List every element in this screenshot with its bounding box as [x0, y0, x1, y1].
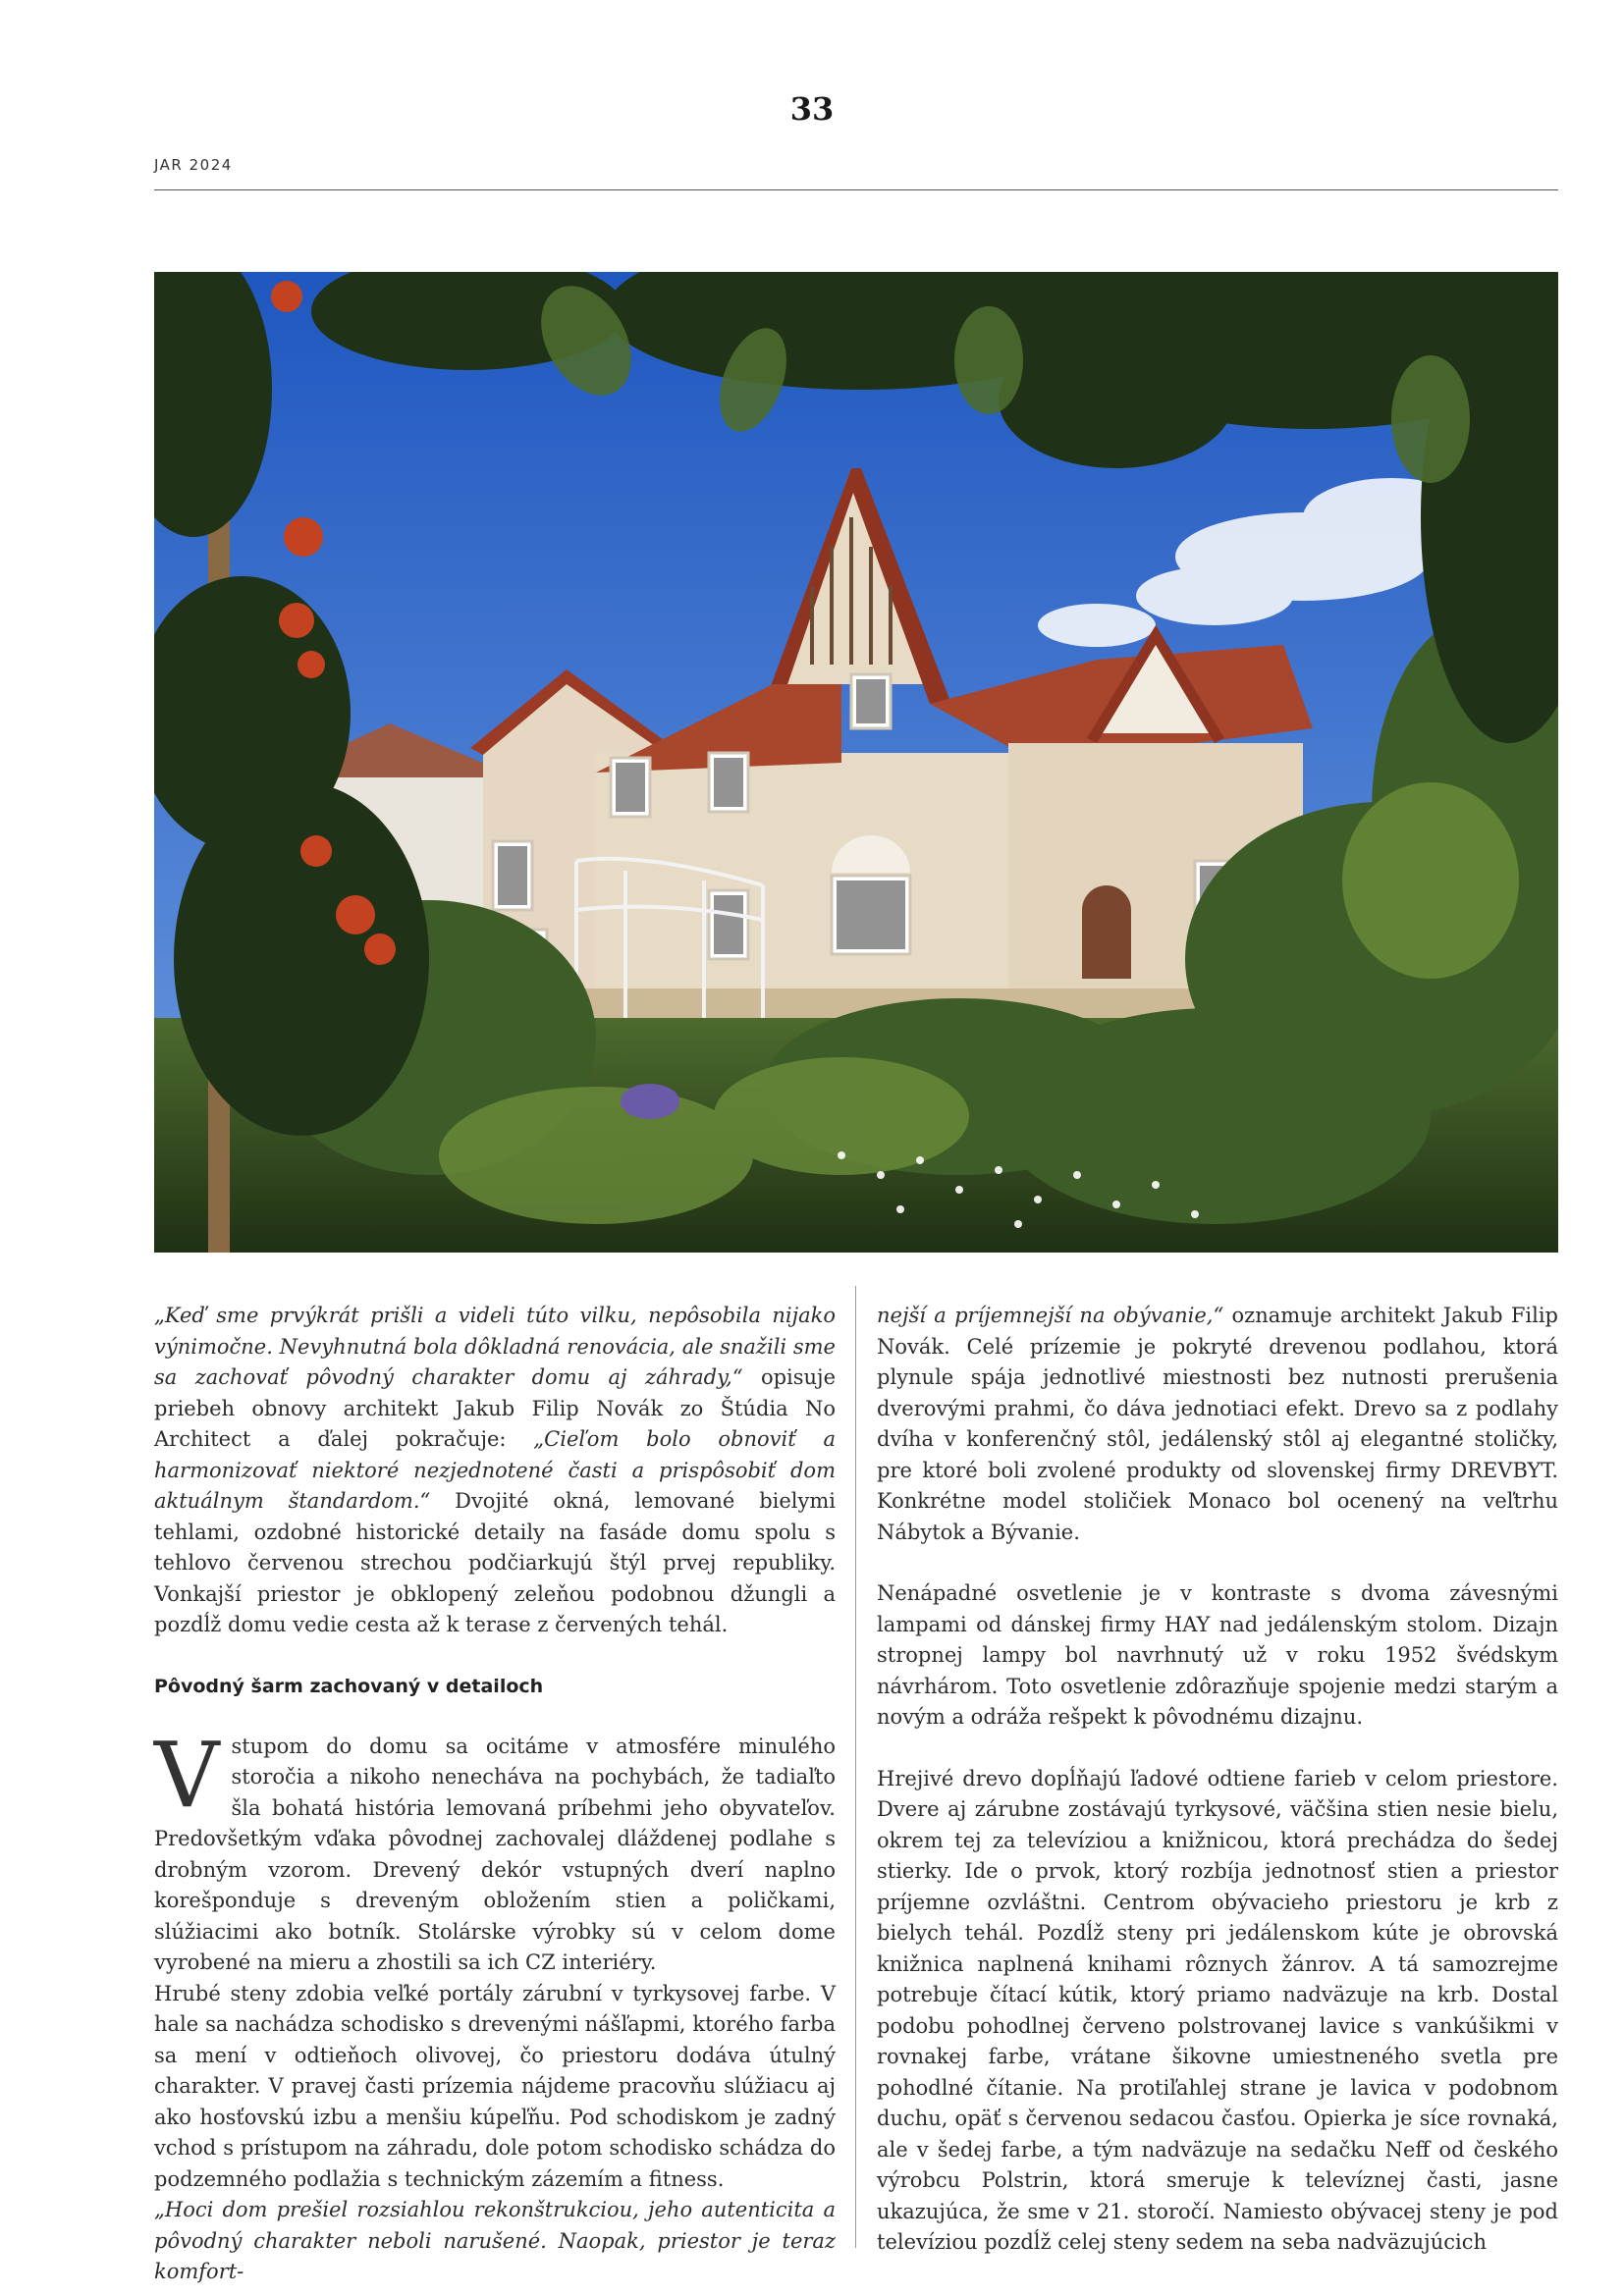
- entrance-text: stupom do domu sa ocitáme v atmosfére minulého storočia a nikoho nenecháva na pochybách, že tadiaľto šla bohatá história lemovaná príbehmi jeho obyvateľov. Predovšetkým vďaka pôvodnej zachovalej dláždenej podlahe s drobným vzorom. Drevený dekór vstupných dverí naplno korešponduje s dreveným obložením stien a poličkami, slúžiacimi ako botník. Stolárske výrobky sú v celom dome vyrobené na mieru a zhostili sa ich CZ interiéry.: [154, 1734, 836, 1974]
- floor-text: oznamuje architekt Jakub Filip Novák. Celé prízemie je pokryté drevenou podlahou, ktorá plynule spája jednotlivé miestnosti bez nutnosti prerušenia dverovými prahmi, čo dáva jednotiaci efekt. Drevo sa z podlahy dvíha v konferenčný stôl, jedálenský stôl aj elegantné stoličky, pre ktoré boli zvolené produkty od slovenskej firmy DREVBYT. Konkrétne model stoličiek Monaco bol ocenený na veľtrhu Nábytok a Bývanie.: [877, 1304, 1558, 1544]
- villa-garden-photo: [154, 272, 1558, 1253]
- header-divider: [154, 189, 1558, 190]
- entrance-paragraph: [154, 1722, 836, 1979]
- purple-flowers: [621, 1084, 679, 1119]
- quote-renovation: „Keď sme prvýkrát prišli a videli túto vilku, nepôsobila nijako výnimočne. Nevyhnutná bola dôkladná renovácia, ale snažili sme sa zachovať pôvodný charakter domu aj záhrady,“: [154, 1304, 836, 1389]
- hero-photo: [154, 272, 1558, 1253]
- floor-paragraph: [877, 1301, 1558, 1548]
- intro-text-continued: Dvojité okná, lemované bielymi tehlami, ozdobné historické detaily na fasáde domu spolu s tehlovo červenou strechou podčiarkujú štýl prvej republiky. Vonkajší priestor je obklopený zeleňou podobnou džungli a pozdĺž domu vedie cesta až k terase z červených tehál.: [154, 1489, 836, 1636]
- page-number: 33: [789, 90, 835, 128]
- quote-goal: „Cieľom bolo obnoviť a harmonizovať niektoré nezjednotené časti a prispôsobiť dom aktuálnym štandardom.“: [154, 1427, 836, 1513]
- intro-text: opisuje priebeh obnovy architekt Jakub Filip Novák zo Štúdia No Architect a ďalej pokračuje:: [154, 1365, 836, 1451]
- lighting-paragraph: Nenápadné osvetlenie je v kontraste s dvoma závesnými lampami od dánskej firmy HAY nad jedálenským stolom. Dizajn stropnej lampy bol navrhnutý už v roku 1952 švédskym návrhárom. Toto osvetlenie zdôrazňuje spojenie medzi starým a novým a odráža rešpekt k pôvodnému dizajnu.: [877, 1581, 1558, 1729]
- closing-quote-paragraph: [154, 2195, 836, 2288]
- colors-paragraph: Hrejivé drevo dopĺňajú ľadové odtiene farieb v celom priestore. Dvere aj zárubne zostávajú tyrkysové, väčšina stien nesie bielu, okrem tej za televíziou a knižnicou, ktorá prechádza do šedej stierky. Ide o prvok, ktorý rozbíja jednotnosť stien a priestor príjemne ozvláštni. Centrom obývacieho priestoru je krb z bielych tehál. Pozdĺž steny pri jedálenskom kúte je obrovská knižnica naplnená knihami rôznych žánrov. A tá samozrejme potrebuje čítací kútik, ktorý priamo nadväzuje na krb. Dostal podobu pohodlnej červeno polstrovanej lavice s vankúšikmi v rovnakej farbe, vrátane šikovne umiestneného svetla pre pohodlné čítanie. Na protiľahlej strane je lavica v podobnom duchu, opäť s červenou sedacou časťou. Opierka je síce rovnaká, ale v šedej farbe, a tým nadväzuje na sedačku Neff od českého výrobcu Polstrin, ktorá smeruje k televíznej časti, jasne ukazujúca, že sme v 21. storočí. Namiesto obývacej steny je pod televíziou pozdĺž celej steny sedem na seba nadväzujúcich: [877, 1766, 1558, 2254]
- quote-comfort: nejší a príjemnejší na obývanie,“: [877, 1304, 1224, 1327]
- article-column-right: [877, 1301, 1558, 2259]
- quote-reconstruction: „Hoci dom prešiel rozsiahlou rekonštrukciou, jeho autenticita a pôvodný charakter neboli narušené. Naopak, priestor je teraz komfort-: [154, 2198, 836, 2283]
- hall-paragraph: Hrubé steny zdobia veľké portály zárubní v tyrkysovej farbe. V hale sa nachádza schodisko s drevenými nášľapmi, ktorého farba sa mení v odtieňoch olivovej, čo priestoru dodáva útulný charakter. V pravej časti prízemia nájdeme pracovňu slúžiacu aj ako hosťovskú izbu a menšiu kúpeľňu. Pod schodiskom je zadný vchod s prístupom na záhradu, dole potom schodisko schádza do podzemného podlažia s technickým zázemím a fitness.: [154, 1981, 836, 2191]
- issue-label: JAR 2024: [154, 156, 233, 174]
- column-divider: [855, 1286, 856, 2248]
- article-column-left: [154, 1301, 836, 2288]
- section-heading: Pôvodný šarm zachovaný v detailoch: [154, 1675, 544, 1697]
- intro-paragraph: [154, 1301, 836, 1641]
- drop-cap: V: [154, 1722, 220, 1828]
